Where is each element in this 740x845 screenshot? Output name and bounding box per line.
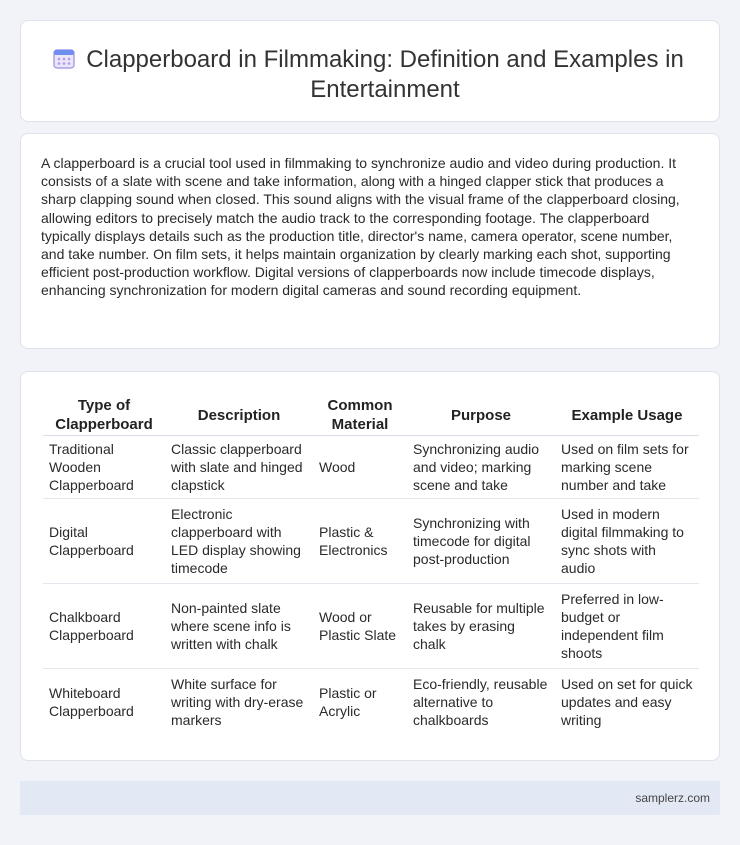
cell-example: Used in modern digital filmmaking to sync shots with audio [555, 499, 699, 584]
cell-purpose: Eco-friendly, reusable alternative to chalkboards [407, 669, 555, 736]
cell-description: Non-painted slate where scene info is written with chalk [165, 584, 313, 669]
cell-type: Whiteboard Clapperboard [43, 669, 165, 736]
table-row [43, 499, 699, 584]
cell-description: White surface for writing with dry-erase markers [165, 669, 313, 736]
intro-paragraph: A clapperboard is a crucial tool used in filmmaking to synchronize audio and video during production. It consists of a slate with scene and take information, along with a hinged clapper stick that produces a sharp clapping sound when closed. This sound aligns with the visual frame of the clapperboard closing, allowing editors to precisely match the audio track to the corresponding footage. The clapperboard typically displays details such as the production title, director's name, camera operator, scene number, and take number. On film sets, it helps maintain organization by clearly marking each shot, supporting efficient post-production workflow. Digital versions of clapperboards now include timecode displays, enhancing synchronization for modern digital cameras and sound recording equipment. [41, 155, 680, 299]
table-row [43, 436, 699, 499]
page-title: Clapperboard in Filmmaking: Definition and Examples in Entertainment [86, 46, 684, 103]
cell-type: Traditional Wooden Clapperboard [43, 436, 165, 499]
cell-purpose: Reusable for multiple takes by erasing chalk [407, 584, 555, 669]
header-material: Common Material [327, 397, 393, 433]
cell-purpose: Synchronizing with timecode for digital post-production [407, 499, 555, 584]
table-row [43, 669, 699, 736]
header-description: Description [197, 406, 281, 424]
cell-material: Wood or Plastic Slate [313, 584, 407, 669]
clapperboard-table [43, 394, 699, 736]
cell-example: Used on film sets for marking scene number and take [555, 436, 699, 499]
table-header-row [43, 394, 699, 436]
header-type: Type of Clapperboard [55, 397, 153, 433]
intro-card [20, 133, 720, 349]
cell-example: Used on set for quick updates and easy writing [555, 669, 699, 736]
cell-type: Digital Clapperboard [43, 499, 165, 584]
cell-material: Wood [313, 436, 407, 499]
cell-material: Plastic or Acrylic [313, 669, 407, 736]
cell-description: Electronic clapperboard with LED display showing timecode [165, 499, 313, 584]
header-example: Example Usage [571, 406, 683, 424]
footer-bar [20, 781, 720, 815]
cell-purpose: Synchronizing audio and video; marking scene and take [407, 436, 555, 499]
footer-site-link[interactable]: samplerz.com [635, 791, 710, 805]
cell-material: Plastic & Electronics [313, 499, 407, 584]
table-card [20, 371, 720, 761]
header-purpose: Purpose [450, 406, 511, 424]
table-row [43, 584, 699, 669]
header-card [20, 20, 720, 122]
cell-description: Classic clapperboard with slate and hinged clapstick [165, 436, 313, 499]
cell-type: Chalkboard Clapperboard [43, 584, 165, 669]
cell-example: Preferred in low-budget or independent film shoots [555, 584, 699, 669]
